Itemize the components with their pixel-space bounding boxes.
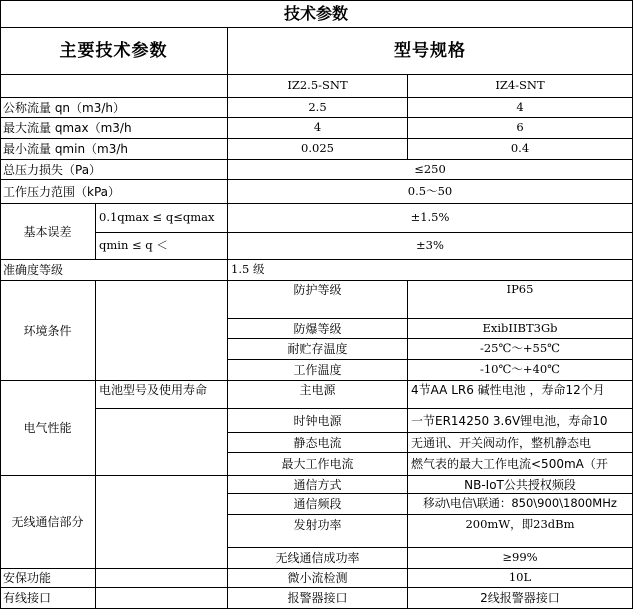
clock-power-label: 时钟电源 xyxy=(228,409,408,433)
protect-level-value: IP65 xyxy=(408,281,633,319)
environment-sub-blank xyxy=(96,281,228,381)
success-rate-value: ≥99% xyxy=(408,548,633,569)
header-model-spec: 型号规格 xyxy=(228,28,633,75)
model-row-blank xyxy=(0,75,228,98)
electrical-label: 电气性能 xyxy=(0,381,96,476)
tx-power-label: 发射功率 xyxy=(228,515,408,548)
wired-label: 有线接口 xyxy=(0,588,96,609)
battery-sub-blank xyxy=(96,409,228,476)
qmin-value-b: 0.4 xyxy=(408,139,633,160)
environment-label: 环境条件 xyxy=(0,281,96,381)
static-current-value: 无通讯、开关阀动作，整机静态电 xyxy=(408,433,633,453)
pressure-range-label: 工作压力范围（kPa） xyxy=(0,180,228,204)
qmax-label: 最大流量 qmax（m3/h xyxy=(0,118,228,139)
error-cond-1: 0.1qmax ≤ q≤qmax xyxy=(96,204,228,233)
wireless-label: 无线通信部分 xyxy=(0,476,96,569)
comm-band-label: 通信频段 xyxy=(228,494,408,515)
explosion-level-value: ExibIIBT3Gb xyxy=(408,319,633,339)
pressure-loss-label: 总压力损失（Pa） xyxy=(0,160,228,180)
accuracy-value: 1.5 级 xyxy=(228,260,633,281)
model-a: IZ2.5-SNT xyxy=(228,75,408,98)
max-current-value: 燃气表的最大工作电流<500mA（开 xyxy=(408,453,633,476)
storage-temp-label: 耐贮存温度 xyxy=(228,339,408,360)
pressure-range-value: 0.5～50 xyxy=(228,180,633,204)
qn-label: 公称流量 qn（m3/h） xyxy=(0,98,228,118)
battery-label: 电池型号及使用寿命 xyxy=(96,381,228,409)
comm-mode-value: NB-IoT公共授权频段 xyxy=(408,476,633,494)
error-cond-2: qmin ≤ q ＜ xyxy=(96,233,228,260)
qmin-label: 最小流量 qmin（m3/h xyxy=(0,139,228,160)
clock-power-value: 一节ER14250 3.6V锂电池，寿命10 xyxy=(408,409,633,433)
pressure-loss-value: ≤250 xyxy=(228,160,633,180)
security-sub-blank xyxy=(96,569,228,588)
model-b: IZ4-SNT xyxy=(408,75,633,98)
work-temp-label: 工作温度 xyxy=(228,360,408,381)
qn-value-b: 4 xyxy=(408,98,633,118)
qmax-value-a: 4 xyxy=(228,118,408,139)
tx-power-value: 200mW，即23dBm xyxy=(408,515,633,548)
qmin-value-a: 0.025 xyxy=(228,139,408,160)
wireless-sub-blank xyxy=(96,476,228,569)
security-label: 安保功能 xyxy=(0,569,96,588)
work-temp-value: -10℃～+40℃ xyxy=(408,360,633,381)
max-current-label: 最大工作电流 xyxy=(228,453,408,476)
protect-level-label: 防护等级 xyxy=(228,281,408,319)
main-power-label: 主电源 xyxy=(228,381,408,409)
wired-sub-blank xyxy=(96,588,228,609)
accuracy-label: 准确度等级 xyxy=(0,260,228,281)
header-main-params: 主要技术参数 xyxy=(0,28,228,75)
basic-error-label: 基本误差 xyxy=(0,204,96,260)
error-value-2: ±3% xyxy=(228,233,633,260)
storage-temp-value: -25℃～+55℃ xyxy=(408,339,633,360)
alarm-interface-value: 2线报警器接口 xyxy=(408,588,633,609)
explosion-level-label: 防爆等级 xyxy=(228,319,408,339)
comm-band-value: 移动\电信\联通：850\900\1800MHz xyxy=(408,494,633,515)
static-current-label: 静态电流 xyxy=(228,433,408,453)
alarm-interface-label: 报警器接口 xyxy=(228,588,408,609)
success-rate-label: 无线通信成功率 xyxy=(228,548,408,569)
small-flow-label: 微小流检测 xyxy=(228,569,408,588)
qmax-value-b: 6 xyxy=(408,118,633,139)
main-power-value: 4节AA LR6 碱性电池 ，寿命12个月 xyxy=(408,381,633,409)
error-value-1: ±1.5% xyxy=(228,204,633,233)
table-title: 技术参数 xyxy=(0,0,633,28)
comm-mode-label: 通信方式 xyxy=(228,476,408,494)
small-flow-value: 10L xyxy=(408,569,633,588)
qn-value-a: 2.5 xyxy=(228,98,408,118)
